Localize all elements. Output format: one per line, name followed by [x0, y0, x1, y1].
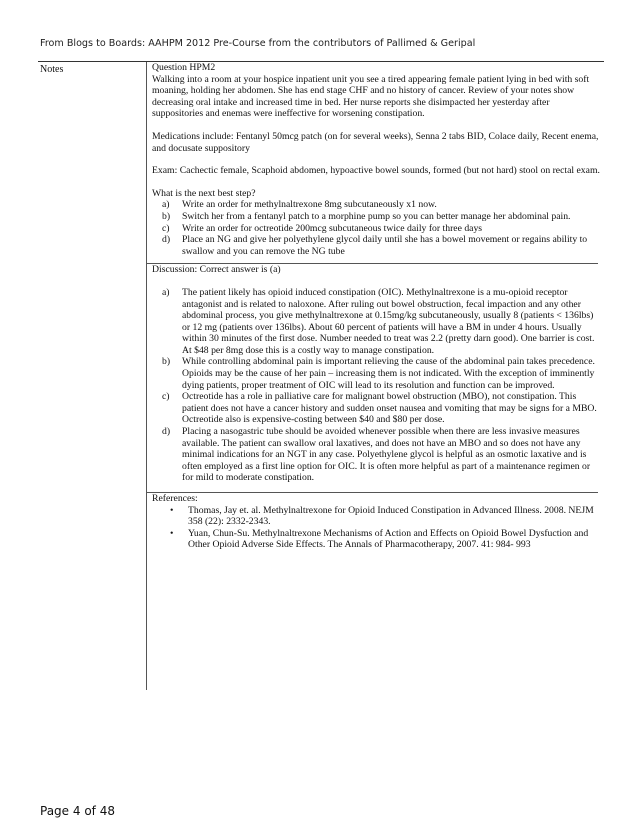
discussion-item: [162, 356, 600, 391]
answer-option-text: Place an NG and give her polyethylene glycol daily until she has a bowel movement or regains ability to swallow and you can remove the NG tube: [182, 234, 588, 257]
question-scenario: Walking into a room at your hospice inpatient unit you see a tired appearing female patient lying in bed with soft moaning, holding her abdomen. She has end stage CHF and no history of cancer. Review of your notes show decreasing oral intake and increased time in bed. Her nurse reports she disimpacted her yesterday after suppositories and enemas were ineffective for worsening constipation.: [152, 73, 590, 120]
notes-column-label: Notes: [40, 64, 64, 75]
page-number: Page 4 of 48: [40, 804, 115, 818]
discussion-item-label: a): [162, 286, 170, 298]
question-section: [152, 62, 600, 263]
answer-option-label: a): [162, 199, 170, 211]
discussion-item-text: The patient likely has opioid induced constipation (OIC). Methylnaltrexone is a mu-opioid receptor antagonist and is related to naloxone. After ruling out bowel obstruction, fecal impaction and any other abdominal process, you give methylnaltrexone at 0.15mg/kg subcutaneously, usually 8 (patients < 136lbs) or 12 mg (patients over 136lbs). About 60 percent of patients will have a BM in under 4 hours. Usually within 30 minutes of the first dose. Number needed to treat was 2.2 (pretty darn good). One barrier is cost. At $48 per 8mg dose this is a costly way to manage constipation.: [182, 286, 595, 356]
answer-option: [162, 199, 600, 211]
running-header: From Blogs to Boards: AAHPM 2012 Pre-Course from the contributors of Pallimed & Geripal: [40, 38, 476, 49]
answer-option-label: c): [162, 222, 170, 234]
discussion-item: [162, 391, 600, 426]
question-title: Question HPM2: [152, 62, 216, 73]
answer-option-text: Write an order for methylnaltrexone 8mg subcutaneously x1 now.: [182, 199, 437, 211]
discussion-item-text: Octreotide has a role in palliative care for malignant bowel obstruction (MBO), not constipation. This patient does not have a cancer history and sudden onset nausea and vomiting that may be signs for a MBO. Octreotide also is expensive-costing between $40 and $80 per dose.: [182, 391, 597, 426]
discussion-item-text: While controlling abdominal pain is important relieving the cause of the abdominal pain takes precedence. Opioids may be the cause of her pain – increasing them is not indicated. With the exception of imminently dying patients, proper treatment of OIC will lead to its resolution and function can be improved.: [182, 356, 595, 391]
reference-item: [170, 528, 600, 551]
answer-option: [162, 223, 600, 235]
discussion-title: Discussion: Correct answer is (a): [152, 264, 281, 276]
column-divider: [146, 62, 147, 690]
answer-option-text: Write an order for octreotide 200mcg subcutaneous twice daily for three days: [182, 222, 483, 234]
question-prompt: What is the next best step?: [152, 187, 256, 199]
answer-option-label: b): [162, 210, 171, 222]
discussion-section: [152, 264, 600, 492]
answer-option-text: Switch her from a fentanyl patch to a morphine pump so you can better manage her abdominal pain.: [182, 210, 571, 222]
discussion-item-text: Placing a nasogastric tube should be avoided whenever possible when there are less invasive measures available. The patient can swallow oral laxatives, and does not have an MBO and so does not have any minimal indications for an NGT in any case. Polyethylene glycol is helpful as an osmotic laxative and is often employed as a first line option for OIC. It is often more helpful as part of a maintenance regimen or for mild to moderate constipation.: [182, 426, 591, 484]
references-title: References:: [152, 493, 198, 504]
reference-text: Thomas, Jay et. al. Methylnaltrexone for Opioid Induced Constipation in Advanced Illness. 2008. NEJM 358 (22): 2332-2343.: [188, 504, 594, 528]
discussion-item: [162, 287, 600, 357]
references-section: [152, 493, 600, 551]
discussion-item-label: d): [162, 426, 171, 438]
bullet-icon: •: [170, 504, 174, 516]
question-medications: Medications include: Fentanyl 50mcg patch (on for several weeks), Senna 2 tabs BID, Colace daily, Recent enema, and docusate suppository: [152, 130, 599, 154]
answer-option-label: d): [162, 234, 171, 246]
answer-option: [162, 211, 600, 223]
discussion-item: [162, 426, 600, 484]
reference-item: [170, 505, 600, 528]
discussion-item-label: b): [162, 356, 171, 368]
reference-text: Yuan, Chun-Su. Methylnaltrexone Mechanisms of Action and Effects on Opioid Bowel Dysfuction and Other Opioid Adverse Side Effects. The Annals of Pharmacotherapy, 2007. 41: 984- 993: [188, 527, 589, 551]
bullet-icon: •: [170, 527, 174, 539]
content-column: [152, 62, 600, 551]
question-exam: Exam: Cachectic female, Scaphoid abdomen, hypoactive bowel sounds, formed (but not hard) stool on rectal exam.: [152, 165, 600, 177]
answer-option: [162, 234, 600, 257]
discussion-item-label: c): [162, 391, 170, 403]
